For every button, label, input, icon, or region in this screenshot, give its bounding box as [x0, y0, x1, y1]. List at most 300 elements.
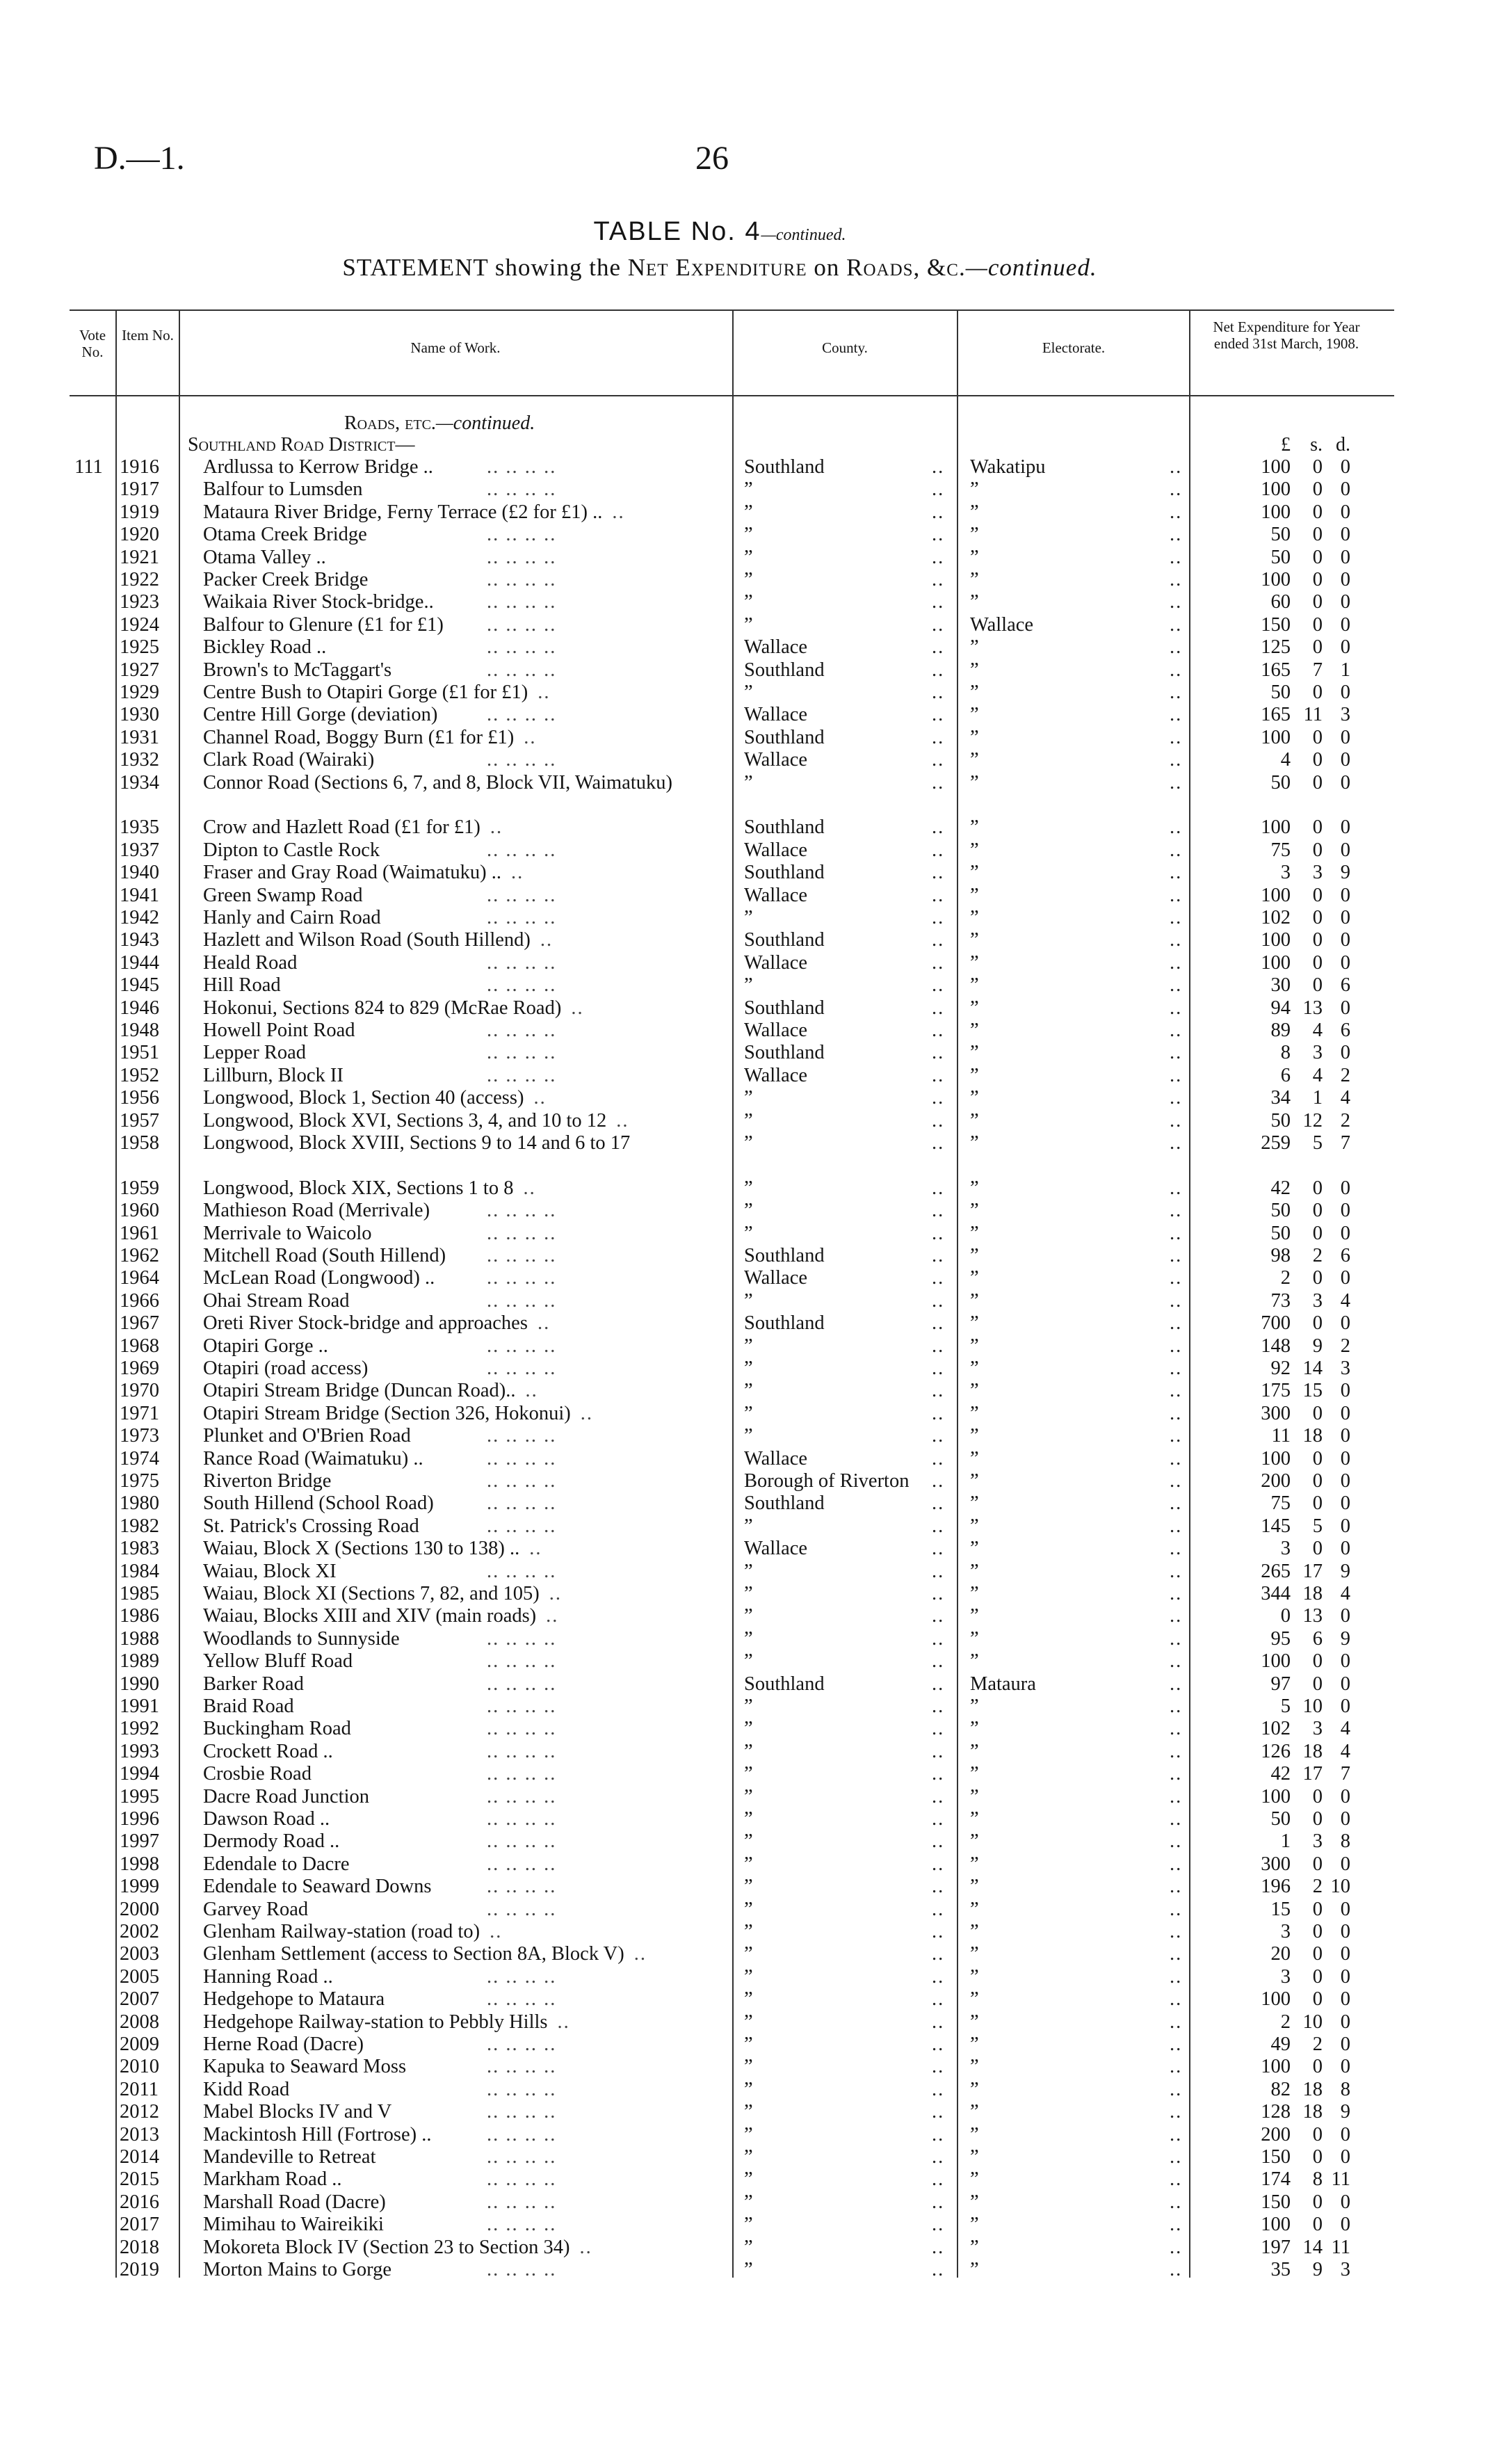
leader-dots: ..	[932, 1830, 945, 1853]
county-value: ”	[744, 2123, 753, 2145]
county-value: Wallace	[744, 1447, 808, 1469]
leader-dots: ..	[932, 1560, 945, 1582]
amount-pounds: 3	[1280, 1921, 1291, 1942]
amount-shillings: 0	[1312, 478, 1323, 501]
amount-pence: 3	[1340, 1358, 1350, 1379]
amount-shillings: 0	[1312, 1177, 1323, 1199]
electorate-value: ”	[970, 1853, 979, 1875]
electorate-value: ”	[970, 546, 979, 568]
leader-dots: ..	[932, 1042, 945, 1064]
amount-pounds: 50	[1270, 1109, 1291, 1132]
leader-dots: .. .. .. ..	[487, 2191, 557, 2213]
electorate-value: ”	[970, 478, 979, 501]
item-number: 1983	[120, 1538, 159, 1560]
amount-shillings: 13	[1302, 1605, 1323, 1627]
leader-dots: ..	[1170, 1042, 1183, 1064]
leader-dots: ..	[932, 1109, 945, 1132]
item-number: 1990	[120, 1673, 159, 1695]
net-expenditure	[1210, 1425, 1370, 1447]
county-value: ”	[744, 1830, 753, 1853]
amount-pence: 0	[1340, 1515, 1350, 1537]
amount-pence: 3	[1340, 704, 1350, 726]
leader-dots: ..	[1170, 2078, 1183, 2100]
item-number: 1966	[120, 1289, 159, 1312]
electorate-value: ”	[970, 726, 979, 748]
leader-dots: ..	[1170, 929, 1183, 951]
leader-dots: .. .. .. ..	[487, 1245, 557, 1266]
item-number: 1997	[120, 1830, 159, 1853]
work-name: Hill Road	[203, 974, 281, 997]
amount-shillings: 0	[1312, 1921, 1323, 1942]
net-expenditure	[1210, 1448, 1370, 1470]
table-row	[0, 997, 1511, 1020]
electorate-value: ”	[970, 1763, 979, 1785]
county-value: ”	[744, 1402, 753, 1424]
table-row	[0, 2146, 1511, 2168]
table-row	[0, 1786, 1511, 1808]
work-name: Oreti River Stock-bridge and approaches	[203, 1312, 528, 1335]
leader-dots: .. .. .. ..	[487, 659, 557, 681]
electorate-value: ”	[970, 1020, 979, 1041]
leader-dots: ..	[616, 1109, 629, 1132]
leader-dots: .. .. .. ..	[487, 1289, 557, 1312]
amount-pence: 0	[1340, 478, 1350, 501]
amount-shillings: 18	[1302, 1425, 1323, 1447]
leader-dots: ..	[1170, 974, 1183, 997]
amount-shillings: 0	[1312, 1492, 1323, 1515]
leader-dots: .. .. .. ..	[487, 1064, 557, 1086]
leader-dots: .. .. .. ..	[487, 1492, 557, 1515]
leader-dots: ..	[932, 2011, 945, 2033]
leader-dots: ..	[511, 862, 524, 884]
item-number: 1943	[120, 929, 159, 951]
table-row	[0, 1650, 1511, 1673]
amount-pence: 0	[1340, 1988, 1350, 2011]
item-number: 2007	[120, 1988, 159, 2011]
work-name: Otapiri Gorge ..	[203, 1335, 328, 1357]
leader-dots: ..	[1170, 771, 1183, 794]
leader-dots: .. .. .. ..	[487, 1965, 557, 1988]
work-name: Mandeville to Retreat	[203, 2146, 376, 2168]
county-value: ”	[744, 1222, 753, 1244]
work-name: Mokoreta Block IV (Section 23 to Section 34)	[203, 2236, 570, 2258]
amount-pence: 0	[1340, 839, 1350, 861]
leader-dots: ..	[1170, 1447, 1183, 1469]
table-title-continued: —continued.	[761, 226, 846, 244]
county-value: ”	[744, 1177, 753, 1199]
amount-shillings: 0	[1312, 771, 1323, 794]
amount-pence: 4	[1340, 1087, 1350, 1109]
electorate-value: ”	[970, 682, 979, 703]
leader-dots: ..	[932, 524, 945, 546]
amount-pence: 0	[1340, 816, 1350, 839]
leader-dots: ..	[932, 1627, 945, 1650]
net-expenditure	[1210, 816, 1370, 839]
amount-shillings: 9	[1312, 2259, 1323, 2280]
amount-shillings: 3	[1312, 862, 1323, 884]
work-name: Morton Mains to Gorge	[203, 2259, 392, 2280]
item-number: 1930	[120, 704, 159, 726]
amount-pounds: 5	[1280, 1696, 1291, 1717]
amount-pence: 0	[1340, 501, 1350, 523]
net-expenditure	[1210, 1561, 1370, 1583]
header-county: County.	[822, 339, 868, 356]
electorate-value: ”	[970, 569, 979, 590]
county-value: Wallace	[744, 704, 808, 726]
item-number: 1919	[120, 501, 159, 523]
work-name: Lillburn, Block II	[203, 1064, 344, 1086]
county-value: ”	[744, 1785, 753, 1807]
amount-pounds: 75	[1270, 839, 1291, 861]
amount-pence: 0	[1340, 1943, 1350, 1965]
amount-pence: 7	[1340, 1763, 1350, 1785]
county-value: ”	[744, 1965, 753, 1988]
amount-pence: 0	[1340, 1785, 1350, 1807]
net-expenditure	[1210, 1830, 1370, 1853]
leader-dots: ..	[932, 1289, 945, 1312]
work-name: Waiau, Block X (Sections 130 to 138) ..	[203, 1538, 520, 1560]
leader-dots: ..	[1170, 2034, 1183, 2055]
leader-dots: .. .. .. ..	[487, 749, 557, 771]
currency-pence: d.	[1336, 434, 1350, 456]
item-number: 2003	[120, 1943, 159, 1965]
amount-pounds: 92	[1270, 1358, 1291, 1379]
table-row	[0, 1853, 1511, 1876]
work-name: Mimihau to Waireikiki	[203, 2214, 384, 2236]
leader-dots: ..	[932, 501, 945, 523]
net-expenditure	[1210, 1628, 1370, 1650]
table-row	[0, 2259, 1511, 2281]
electorate-value: ”	[970, 2168, 979, 2191]
leader-dots: ..	[932, 1718, 945, 1740]
leader-dots: ..	[932, 682, 945, 703]
leader-dots: ..	[1170, 682, 1183, 703]
amount-pounds: 200	[1261, 1470, 1291, 1492]
electorate-value: ”	[970, 1627, 979, 1650]
electorate-value: ”	[970, 1402, 979, 1424]
electorate-value: ”	[970, 2191, 979, 2213]
amount-shillings: 0	[1312, 636, 1323, 659]
county-value: ”	[744, 524, 753, 546]
item-number: 2019	[120, 2259, 159, 2280]
leader-dots: .. .. .. ..	[487, 1222, 557, 1244]
table-row	[0, 1673, 1511, 1696]
amount-pounds: 50	[1270, 682, 1291, 703]
amount-pence: 0	[1340, 613, 1350, 636]
amount-shillings: 0	[1312, 951, 1323, 974]
leader-dots: ..	[932, 1087, 945, 1109]
leader-dots: ..	[1170, 1425, 1183, 1447]
leader-dots: ..	[1170, 1876, 1183, 1898]
amount-shillings: 0	[1312, 1200, 1323, 1222]
table-row	[0, 1065, 1511, 1087]
net-expenditure	[1210, 1808, 1370, 1830]
leader-dots: ..	[932, 2123, 945, 2145]
work-name: Otapiri (road access)	[203, 1358, 369, 1379]
work-name: Woodlands to Sunnyside	[203, 1627, 400, 1650]
electorate-value: ”	[970, 1222, 979, 1244]
leader-dots: ..	[1170, 2101, 1183, 2123]
work-name: Marshall Road (Dacre)	[203, 2191, 386, 2213]
leader-dots: ..	[1170, 1064, 1183, 1086]
net-expenditure	[1210, 1132, 1370, 1154]
leader-dots: ..	[1170, 1740, 1183, 1762]
net-expenditure	[1210, 727, 1370, 749]
amount-pounds: 3	[1280, 1538, 1291, 1560]
leader-dots: ..	[1170, 1627, 1183, 1650]
amount-shillings: 3	[1312, 1718, 1323, 1740]
electorate-value: ”	[970, 1943, 979, 1965]
leader-dots: .. .. .. ..	[487, 2214, 557, 2236]
leader-dots: ..	[932, 1425, 945, 1447]
leader-dots: ..	[1170, 1943, 1183, 1965]
leader-dots: ..	[932, 1470, 945, 1492]
work-name: Centre Hill Gorge (deviation)	[203, 704, 438, 726]
net-expenditure	[1210, 1358, 1370, 1380]
leader-dots: ..	[1170, 524, 1183, 546]
leader-dots: ..	[538, 682, 551, 703]
work-name: Heald Road	[203, 951, 298, 974]
amount-pounds: 197	[1261, 2236, 1291, 2258]
leader-dots: ..	[932, 1650, 945, 1673]
work-name: Mabel Blocks IV and V	[203, 2101, 392, 2123]
electorate-value: ”	[970, 2034, 979, 2055]
amount-pounds: 100	[1261, 501, 1291, 523]
item-number: 1948	[120, 1020, 159, 1041]
net-expenditure	[1210, 1200, 1370, 1222]
net-expenditure	[1210, 1899, 1370, 1921]
leader-dots: ..	[932, 2214, 945, 2236]
amount-shillings: 0	[1312, 1650, 1323, 1673]
amount-shillings: 0	[1312, 726, 1323, 748]
currency-pounds: £	[1281, 434, 1291, 456]
amount-pounds: 60	[1270, 591, 1291, 613]
table-row	[0, 1921, 1511, 1943]
county-value: Southland	[744, 1245, 825, 1266]
net-expenditure	[1210, 997, 1370, 1020]
table-row	[0, 1876, 1511, 1898]
county-value: ”	[744, 1605, 753, 1627]
item-number: 1958	[120, 1132, 159, 1154]
leader-dots: .. .. .. ..	[487, 569, 557, 590]
net-expenditure	[1210, 2011, 1370, 2034]
amount-pence: 4	[1340, 1583, 1350, 1604]
item-number: 1957	[120, 1109, 159, 1132]
amount-shillings: 0	[1312, 501, 1323, 523]
leader-dots: .. .. .. ..	[487, 2056, 557, 2078]
leader-dots: ..	[1170, 613, 1183, 636]
county-value: ”	[744, 1560, 753, 1582]
amount-shillings: 0	[1312, 1673, 1323, 1695]
leader-dots: ..	[549, 1583, 562, 1604]
work-name: Connor Road (Sections 6, 7, and 8, Block VII, Waimatuku)	[203, 771, 673, 794]
leader-dots: ..	[932, 1200, 945, 1222]
amount-pence: 4	[1340, 1718, 1350, 1740]
leader-dots: .. .. .. ..	[487, 704, 557, 726]
electorate-value: ”	[970, 1335, 979, 1357]
amount-pounds: 20	[1270, 1943, 1291, 1965]
item-number: 1927	[120, 659, 159, 681]
amount-shillings: 0	[1312, 613, 1323, 636]
table-row	[0, 704, 1511, 726]
amount-shillings: 10	[1302, 1696, 1323, 1717]
work-name: Barker Road	[203, 1673, 304, 1695]
net-expenditure	[1210, 2056, 1370, 2078]
amount-pounds: 150	[1261, 2191, 1291, 2213]
net-expenditure	[1210, 2079, 1370, 2101]
item-number: 1935	[120, 816, 159, 839]
work-name: Lepper Road	[203, 1042, 306, 1064]
item-number: 1956	[120, 1087, 159, 1109]
net-expenditure	[1210, 1583, 1370, 1605]
electorate-value: ”	[970, 591, 979, 613]
table-row	[0, 816, 1511, 839]
electorate-value: ”	[970, 1289, 979, 1312]
table-row	[0, 1200, 1511, 1222]
amount-pence: 0	[1340, 1042, 1350, 1064]
county-value: ”	[744, 1876, 753, 1898]
work-name: Mackintosh Hill (Fortrose) ..	[203, 2123, 432, 2145]
amount-shillings: 9	[1312, 1335, 1323, 1357]
amount-pounds: 100	[1261, 456, 1291, 478]
electorate-value: ”	[970, 1560, 979, 1582]
item-number: 1937	[120, 839, 159, 861]
work-name: Waiau, Block XI	[203, 1560, 337, 1582]
work-name: Mataura River Bridge, Ferny Terrace (£2 for £1) ..	[203, 501, 603, 523]
leader-dots: ..	[571, 997, 584, 1019]
electorate-value: ”	[970, 1200, 979, 1222]
amount-pence: 0	[1340, 1650, 1350, 1673]
table-row	[0, 1988, 1511, 2011]
table-row	[0, 614, 1511, 636]
leader-dots: ..	[525, 1380, 538, 1402]
amount-pence: 3	[1340, 2259, 1350, 2280]
leader-dots: ..	[1170, 1087, 1183, 1109]
leader-dots: .. .. .. ..	[487, 1740, 557, 1762]
statement-part-c: on	[814, 254, 840, 281]
leader-dots: ..	[932, 2034, 945, 2055]
amount-shillings: 0	[1312, 456, 1323, 478]
leader-dots: .. .. .. ..	[487, 478, 557, 501]
section-heading-continued: —continued.	[435, 412, 535, 434]
county-value: Southland	[744, 726, 825, 748]
table-row	[0, 772, 1511, 794]
amount-pounds: 100	[1261, 726, 1291, 748]
county-value: ”	[744, 1808, 753, 1830]
leader-dots: ..	[1170, 1785, 1183, 1807]
electorate-value: ”	[970, 862, 979, 884]
item-number: 1970	[120, 1380, 159, 1402]
net-expenditure	[1210, 1763, 1370, 1785]
leader-dots: ..	[932, 1064, 945, 1086]
county-value: ”	[744, 2146, 753, 2168]
work-name: Hokonui, Sections 824 to 829 (McRae Road)	[203, 997, 562, 1019]
work-name: Buckingham Road	[203, 1718, 351, 1740]
net-expenditure	[1210, 478, 1370, 501]
amount-pence: 0	[1340, 1696, 1350, 1717]
work-name: Clark Road (Wairaki)	[203, 749, 375, 771]
amount-pence: 0	[1340, 2011, 1350, 2033]
table-row	[0, 839, 1511, 862]
table-row	[0, 1696, 1511, 1718]
net-expenditure	[1210, 1921, 1370, 1943]
statement-part-b: Net Expenditure	[627, 254, 807, 281]
electorate-value: ”	[970, 884, 979, 906]
leader-dots: ..	[1170, 2191, 1183, 2213]
table-row	[0, 1448, 1511, 1470]
table-row	[0, 1561, 1511, 1583]
table-row	[0, 1042, 1511, 1064]
electorate-value: ”	[970, 501, 979, 523]
amount-shillings: 17	[1302, 1560, 1323, 1582]
amount-shillings: 18	[1302, 2078, 1323, 2100]
leader-dots: ..	[1170, 1538, 1183, 1560]
table-row	[0, 2056, 1511, 2078]
table-row	[0, 1899, 1511, 1921]
leader-dots: ..	[932, 1267, 945, 1289]
electorate-value: ”	[970, 1583, 979, 1604]
amount-pence: 0	[1340, 1312, 1350, 1335]
header-expenditure: Net Expenditure for Year ended 31st March, 1908.	[1213, 319, 1360, 352]
net-expenditure	[1210, 614, 1370, 636]
amount-pence: 4	[1340, 1740, 1350, 1762]
table-row	[0, 1245, 1511, 1267]
work-name: Dacre Road Junction	[203, 1785, 370, 1807]
county-value: ”	[744, 1289, 753, 1312]
work-name: Waiau, Block XI (Sections 7, 82, and 105)	[203, 1583, 540, 1604]
amount-pence: 0	[1340, 569, 1350, 590]
electorate-value: ”	[970, 1064, 979, 1086]
item-number: 1986	[120, 1605, 159, 1627]
item-number: 1962	[120, 1245, 159, 1266]
leader-dots: ..	[1170, 1312, 1183, 1335]
item-number: 1988	[120, 1627, 159, 1650]
amount-pence: 4	[1340, 1289, 1350, 1312]
county-value: ”	[744, 1087, 753, 1109]
amount-shillings: 0	[1312, 1808, 1323, 1830]
item-number: 1994	[120, 1763, 159, 1785]
leader-dots: ..	[932, 862, 945, 884]
item-number: 1995	[120, 1785, 159, 1807]
work-name: Dipton to Castle Rock	[203, 839, 380, 861]
amount-pounds: 102	[1261, 1718, 1291, 1740]
leader-dots: ..	[1170, 1898, 1183, 1920]
county-value: ”	[744, 1696, 753, 1717]
work-name: Edendale to Dacre	[203, 1853, 350, 1875]
amount-shillings: 0	[1312, 907, 1323, 928]
table-row	[0, 727, 1511, 749]
leader-dots: ..	[932, 569, 945, 590]
county-value: Southland	[744, 1312, 825, 1335]
table-row	[0, 2011, 1511, 2034]
amount-pounds: 100	[1261, 816, 1291, 839]
leader-dots: ..	[932, 816, 945, 839]
amount-pence: 0	[1340, 1808, 1350, 1830]
amount-pounds: 300	[1261, 1853, 1291, 1875]
table-row	[0, 1470, 1511, 1492]
amount-pence: 9	[1340, 2101, 1350, 2123]
item-number: 1941	[120, 884, 159, 906]
table-row	[0, 456, 1511, 478]
table-row	[0, 2168, 1511, 2191]
item-number: 1929	[120, 682, 159, 703]
electorate-value: Mataura	[970, 1673, 1036, 1695]
net-expenditure	[1210, 1110, 1370, 1132]
table-row	[0, 1087, 1511, 1109]
table-row	[0, 974, 1511, 997]
amount-pounds: 148	[1261, 1335, 1291, 1357]
table-row	[0, 1020, 1511, 1042]
